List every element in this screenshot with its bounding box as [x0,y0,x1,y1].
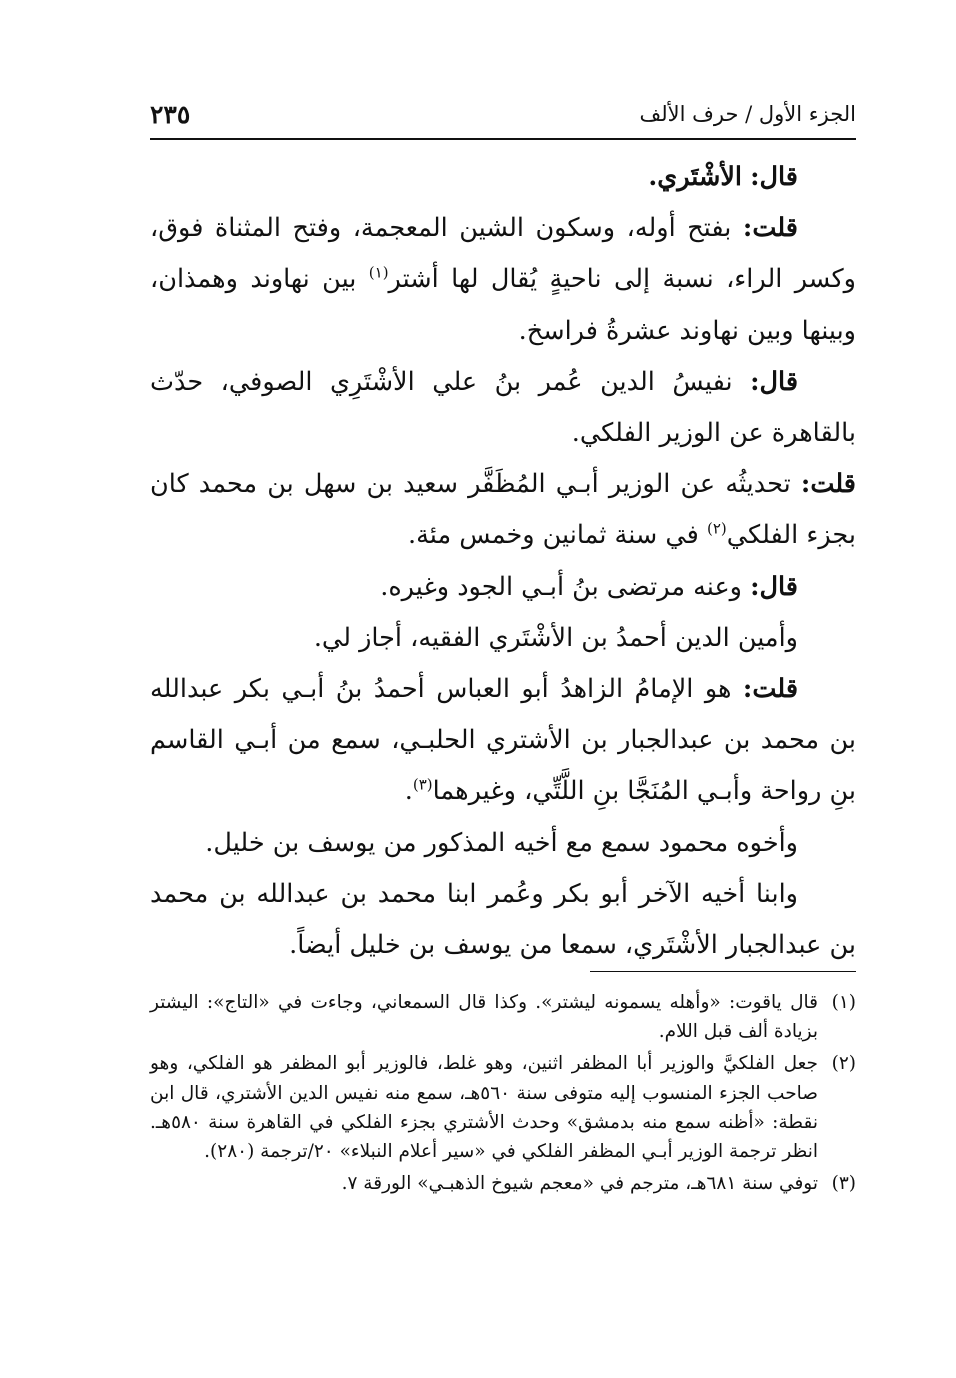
footnote-1 [150,988,856,1046]
footnote-ref-2[interactable]: (٢) [706,519,727,538]
footnote-text: قال ياقوت: «وأهله يسمونه ليشتر». وكذا قال السمعاني، وجاءت في «التاج»: اليشتر بزيادة ألف قبل اللام. [150,992,818,1043]
paragraph-6: وأمين الدين أحمدُ بن الأشْتَري الفقيه، أجاز لي. [313,622,798,653]
footnote-ref-1[interactable]: (١) [368,263,389,282]
page-header [150,96,856,132]
paragraph-1: قال: الأشْتَري. [648,162,798,192]
paragraph-5: قال: وعنه مرتضى بنُ أبـي الجود وغيره. [380,571,798,602]
page-number: ٢٣٥ [150,99,191,129]
header-rule [150,138,856,140]
nisba-heading: الأشْتَري. [648,162,742,192]
footnote-ref-3[interactable]: (٣) [412,775,433,794]
paragraph-8: وأخوه محمود سمع مع أخيه المذكور من يوسف بن خليل. [205,827,798,858]
footnote-3 [150,1169,856,1198]
footnote-rule [590,971,856,972]
paragraph-4: قلت: تحديثُه عن الوزير أبـي المُظَفَّر سعيد بن سهل بن محمد كان بجزء الفلكي$^{(٢)}$ في سنة ثمانين وخمس مئة. [150,469,856,551]
footnote-number: (٢) [831,1053,856,1075]
footnotes [150,988,856,1201]
footnote-text: توفي سنة ٦٨١هـ، مترجم في «معجم شيوخ الذهبـي» الورقة ٧. [341,1173,818,1195]
footnote-number: (٣) [831,1173,856,1195]
main-text [150,152,856,971]
paragraph-2: قلت: بفتح أوله، وسكون الشين المعجمة، وفتح المثناة فوق، وكسر الراء، نسبة إلى ناحيةٍ يُقال لها أشتر$^{(١)}$ بين نهاوند وهمذان، وبينها وبين نهاوند عشرةُ فراسخ. [150,213,856,346]
paragraph-9: وابنا أخيه الآخر أبو بكر وعُمر ابنا محمد بن عبدالله بن محمد بن عبدالجبار الأشْتَري، سمعا من يوسف بن خليل أيضاً. [150,878,856,961]
footnote-number: (١) [831,992,856,1013]
footnote-2 [150,1049,856,1166]
paragraph-3: قال: نفيسُ الدين عُمر بنُ علي الأشْتَرِي الصوفي، حدّث بالقاهرة عن الوزير الفلكي. [150,366,856,449]
footnote-text: جعل الفلكيَّ والوزير أبا المظفر اثنين، وهو غلط، فالوزير أبو المظفر هو الفلكي، وهو صاحب الجزء المنسوب إليه متوفى سنة ٥٦٠هـ، سمع منه نفيس الدين الأشتري، قال ابن نقطة: «أظنه سمع منه بدمشق» وحدث الأشتري بجزء الفلكي في القاهرة سنة ٥٨٠هـ. انظر ترجمة الوزير أبـي المظفر الفلكي في «سير أعلام النبلاء» ٢٠/ترجمة (٢٨٠). [150,1053,819,1163]
running-title: الجزء الأول / حرف الألف [639,102,856,126]
paragraph-7: قلت: هو الإمامُ الزاهدُ أبو العباس أحمدُ بنُ أبـي بكر عبدالله بن محمد بن عبدالجبار بن الأشتري الحلبـي، سمع من أبـي القاسم بنِ رواحة وأبـي المُنَجَّا بنِ اللَّتِّي، وغيرهما$^{(٣)}$. [150,674,856,807]
